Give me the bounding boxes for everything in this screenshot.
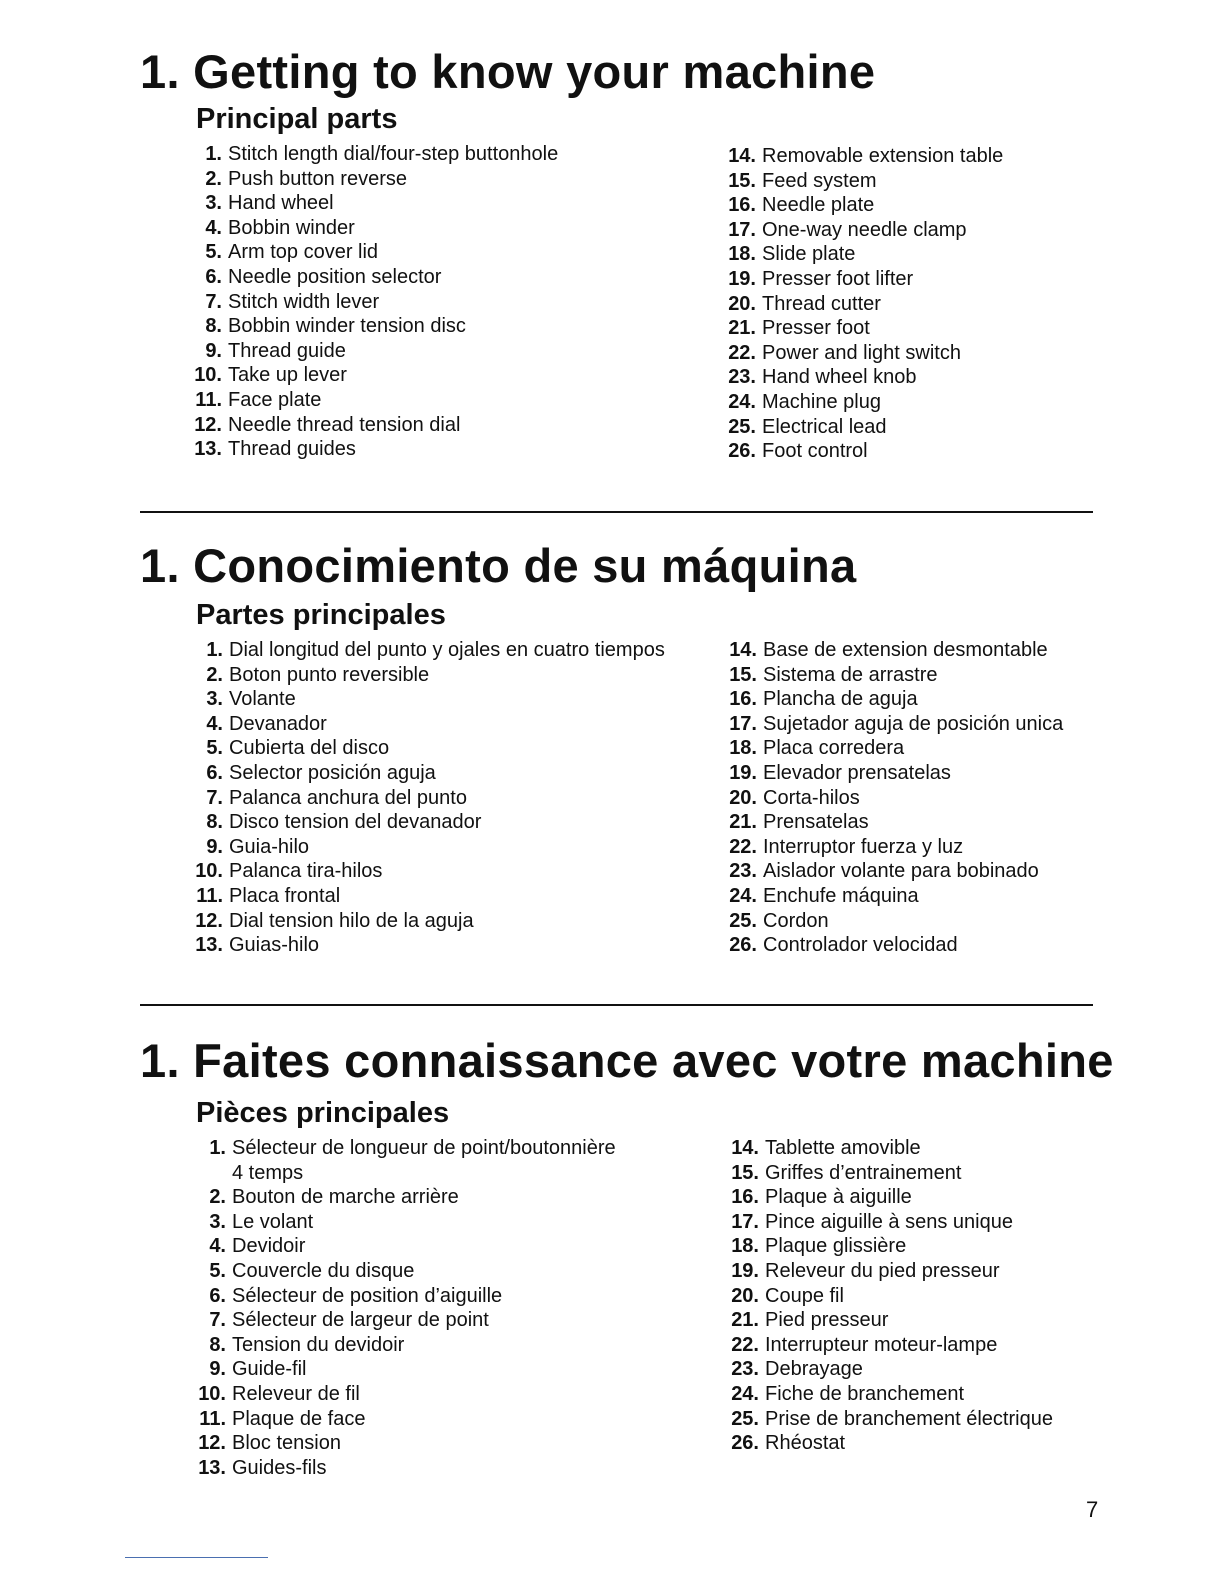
item-number: 17.	[731, 1210, 759, 1233]
item-number: 8.	[206, 811, 223, 834]
item-label: Fiche de branchement	[765, 1382, 965, 1405]
item-number: 24.	[731, 1382, 759, 1405]
item-number: 20.	[728, 292, 756, 315]
list-item	[196, 1382, 616, 1407]
list-item	[729, 1407, 1053, 1432]
item-number: 11.	[195, 388, 222, 411]
list-item	[727, 909, 1063, 934]
list-item	[726, 242, 1003, 267]
item-label: Couvercle du disque	[232, 1259, 415, 1282]
item-label: Bobbin winder	[228, 216, 355, 239]
item-number: 1.	[209, 1137, 226, 1159]
item-number: 14.	[731, 1137, 759, 1159]
item-label: Controlador velocidad	[763, 934, 958, 957]
item-number: 8.	[205, 315, 222, 338]
item-number: 16.	[731, 1186, 759, 1209]
parts-list-english-right	[726, 144, 1003, 464]
item-number: 5.	[209, 1259, 226, 1282]
item-number: 21.	[728, 317, 756, 340]
item-label: Feed system	[762, 169, 877, 192]
item-number: 17.	[729, 712, 757, 735]
list-item	[726, 415, 1003, 440]
item-number: 9.	[209, 1358, 226, 1381]
item-number: 22.	[729, 835, 757, 858]
list-item	[727, 638, 1063, 663]
item-number: 23.	[728, 366, 756, 389]
item-number: 18.	[729, 737, 757, 760]
section-title-english: 1. Getting to know your machine	[140, 45, 876, 98]
list-item	[729, 1308, 1053, 1333]
list-item	[726, 144, 1003, 169]
list-item	[192, 290, 558, 315]
list-item	[727, 687, 1063, 712]
list-item	[196, 1284, 616, 1309]
list-item	[727, 761, 1063, 786]
subtitle-spanish: Partes principales	[196, 599, 446, 631]
item-number: 24.	[728, 390, 756, 413]
item-label: Guide-fil	[232, 1358, 307, 1381]
list-item	[727, 663, 1063, 688]
item-label: Plaque glissière	[765, 1235, 907, 1258]
list-item	[729, 1161, 1053, 1186]
list-item	[193, 835, 665, 860]
item-number: 2.	[206, 663, 223, 686]
item-number: 14.	[729, 639, 757, 661]
item-number: 16.	[729, 688, 757, 711]
list-item	[729, 1284, 1053, 1309]
item-label: Rhéostat	[765, 1432, 846, 1455]
list-item	[192, 314, 558, 339]
item-label: Presser foot	[762, 317, 870, 340]
list-item	[727, 712, 1063, 737]
item-number: 4.	[205, 216, 222, 239]
list-item	[193, 761, 665, 786]
list-item	[192, 142, 558, 167]
page-number: 7	[1086, 1497, 1099, 1522]
item-label: Power and light switch	[762, 341, 961, 364]
item-label: Take up lever	[228, 364, 347, 387]
item-label: Plaque de face	[232, 1407, 366, 1430]
list-item	[196, 1407, 616, 1432]
subtitle-french: Pièces principales	[196, 1097, 450, 1129]
list-item	[196, 1431, 616, 1456]
list-item	[726, 193, 1003, 218]
list-item	[196, 1333, 616, 1358]
list-item	[726, 316, 1003, 341]
list-item	[193, 810, 665, 835]
item-label: Foot control	[762, 440, 868, 463]
item-label: Removable extension table	[762, 145, 1004, 167]
list-item	[192, 339, 558, 364]
item-number: 6.	[209, 1284, 226, 1307]
list-item	[193, 909, 665, 934]
item-label: Plancha de aguja	[763, 688, 918, 711]
item-label: Tablette amovible	[765, 1137, 921, 1159]
item-label: Placa corredera	[763, 737, 905, 760]
item-number: 13.	[195, 934, 223, 957]
list-item	[196, 1357, 616, 1382]
item-label: Guia-hilo	[229, 835, 310, 858]
item-number: 10.	[195, 860, 223, 883]
item-number: 15.	[731, 1161, 759, 1184]
item-number: 7.	[205, 290, 222, 313]
item-number: 12.	[198, 1432, 226, 1455]
item-number: 9.	[206, 835, 223, 858]
item-number: 15.	[728, 169, 756, 192]
item-number: 5.	[206, 737, 223, 760]
item-number: 4.	[206, 712, 223, 735]
item-label: Cordon	[763, 909, 829, 932]
list-item	[726, 169, 1003, 194]
item-number: 20.	[729, 786, 757, 809]
item-label: Hand wheel	[228, 192, 334, 215]
item-number: 22.	[731, 1333, 759, 1356]
item-number: 8.	[209, 1333, 226, 1356]
list-item	[726, 292, 1003, 317]
section-title-french: 1. Faites connaissance avec votre machine	[140, 1034, 1114, 1087]
item-label: Placa frontal	[229, 884, 341, 907]
item-label: Presser foot lifter	[762, 267, 914, 290]
item-label: Interruptor fuerza y luz	[763, 835, 964, 858]
item-number: 13.	[198, 1456, 226, 1479]
item-label: Guias-hilo	[229, 934, 320, 957]
item-label: Dial longitud del punto y ojales en cuatro tiempos	[229, 639, 665, 661]
item-label: Boton punto reversible	[229, 663, 430, 686]
list-item	[196, 1136, 616, 1161]
item-label: Bobbin winder tension disc	[228, 315, 466, 338]
item-label: Debrayage	[765, 1358, 863, 1381]
list-item	[196, 1234, 616, 1259]
item-label: Palanca tira-hilos	[229, 860, 383, 883]
item-label: Push button reverse	[228, 167, 407, 190]
divider	[140, 1004, 1093, 1006]
item-number: 18.	[731, 1235, 759, 1258]
list-item	[192, 240, 558, 265]
item-number: 25.	[729, 909, 757, 932]
item-label: Sélecteur de largeur de point	[232, 1309, 489, 1332]
item-label: Hand wheel knob	[762, 366, 917, 389]
item-number: 25.	[728, 415, 756, 438]
item-label: Coupe fil	[765, 1284, 844, 1307]
list-item	[727, 859, 1063, 884]
item-label: Sélecteur de longueur de point/boutonnière	[232, 1137, 616, 1159]
item-label: Sélecteur de position d’aiguille	[232, 1284, 503, 1307]
footer-line	[125, 1557, 268, 1558]
list-item	[727, 835, 1063, 860]
item-label: Selector posición aguja	[229, 761, 436, 784]
item-label: Pince aiguille à sens unique	[765, 1210, 1013, 1233]
list-item	[729, 1259, 1053, 1284]
list-item	[192, 167, 558, 192]
list-item	[192, 191, 558, 216]
list-item	[193, 884, 665, 909]
list-item	[727, 736, 1063, 761]
item-label: Devanador	[229, 712, 327, 735]
item-label: Stitch width lever	[228, 290, 380, 313]
item-number: 21.	[729, 811, 757, 834]
item-number: 26.	[728, 440, 756, 463]
item-label: Tension du devidoir	[232, 1333, 405, 1356]
list-item	[192, 413, 558, 438]
item-label: Plaque à aiguille	[765, 1186, 912, 1209]
list-item	[726, 341, 1003, 366]
item-label: Griffes d’entrainement	[765, 1161, 962, 1184]
item-label: Interrupteur moteur-lampe	[765, 1333, 998, 1356]
item-number: 25.	[731, 1407, 759, 1430]
parts-list-spanish-left	[193, 638, 665, 958]
item-label: Bloc tension	[232, 1432, 341, 1455]
item-number: 5.	[205, 241, 222, 264]
item-label: Releveur du pied presseur	[765, 1259, 1000, 1282]
item-number: 3.	[209, 1210, 226, 1233]
item-number: 26.	[731, 1432, 759, 1455]
list-item	[193, 736, 665, 761]
subtitle-english: Principal parts	[196, 103, 398, 135]
item-number: 7.	[209, 1309, 226, 1332]
item-label: Needle plate	[762, 194, 875, 217]
list-item	[192, 388, 558, 413]
item-label: Base de extension desmontable	[763, 639, 1048, 661]
item-label: Dial tension hilo de la aguja	[229, 909, 474, 932]
parts-list-french-right	[729, 1136, 1053, 1456]
item-number: 19.	[729, 761, 757, 784]
item-label: Cubierta del disco	[229, 737, 390, 760]
item-label: Releveur de fil	[232, 1382, 360, 1405]
item-label: Sujetador aguja de posición unica	[763, 712, 1064, 735]
item-number: 10.	[198, 1382, 226, 1405]
item-number: 19.	[728, 267, 756, 290]
list-item	[196, 1210, 616, 1235]
item-label: Electrical lead	[762, 415, 887, 438]
item-label: Slide plate	[762, 243, 856, 266]
item-number: 3.	[205, 192, 222, 215]
item-label: Arm top cover lid	[228, 241, 379, 264]
item-number: 11.	[196, 884, 223, 907]
item-number: 6.	[206, 761, 223, 784]
item-number: 14.	[728, 145, 756, 167]
item-label: Machine plug	[762, 390, 881, 413]
list-item	[727, 933, 1063, 958]
item-number: 19.	[731, 1259, 759, 1282]
item-number: 26.	[729, 934, 757, 957]
list-item	[726, 439, 1003, 464]
list-item	[193, 786, 665, 811]
item-number: 21.	[731, 1309, 759, 1332]
list-item	[193, 712, 665, 737]
item-label: Guides-fils	[232, 1456, 327, 1479]
list-item	[196, 1185, 616, 1210]
list-item	[729, 1136, 1053, 1161]
item-number: 3.	[206, 688, 223, 711]
item-label: Devidoir	[232, 1235, 306, 1258]
list-item	[729, 1431, 1053, 1456]
item-label: Thread cutter	[762, 292, 881, 315]
list-item	[729, 1210, 1053, 1235]
item-number: 16.	[728, 194, 756, 217]
item-number: 18.	[728, 243, 756, 266]
item-number: 7.	[206, 786, 223, 809]
list-item	[193, 687, 665, 712]
list-item	[729, 1333, 1053, 1358]
list-item	[726, 365, 1003, 390]
list-item	[192, 363, 558, 388]
list-item	[727, 810, 1063, 835]
list-item	[727, 884, 1063, 909]
list-item	[196, 1456, 616, 1481]
item-label: Aislador volante para bobinado	[763, 860, 1039, 883]
item-label: Corta-hilos	[763, 786, 860, 809]
item-label: Pied presseur	[765, 1309, 889, 1332]
item-number: 23.	[729, 860, 757, 883]
item-number: 2.	[205, 167, 222, 190]
parts-list-spanish-right	[727, 638, 1063, 958]
list-item	[192, 437, 558, 462]
item-label: Prise de branchement électrique	[765, 1407, 1053, 1430]
item-label: Elevador prensatelas	[763, 761, 951, 784]
item-number: 11.	[199, 1407, 226, 1430]
item-label: Thread guides	[228, 438, 356, 461]
item-label: Le volant	[232, 1210, 314, 1233]
item-number: 6.	[205, 265, 222, 288]
parts-list-english-left	[192, 142, 558, 462]
item-number: 23.	[731, 1358, 759, 1381]
item-number: 24.	[729, 884, 757, 907]
section-title-spanish: 1. Conocimiento de su máquina	[140, 539, 857, 592]
list-item	[729, 1382, 1053, 1407]
list-item	[196, 1161, 616, 1186]
item-label: One-way needle clamp	[762, 218, 967, 241]
list-item	[729, 1234, 1053, 1259]
item-label: Bouton de marche arrière	[232, 1186, 459, 1209]
item-number: 13.	[194, 438, 222, 461]
item-label: Needle position selector	[228, 265, 442, 288]
list-item	[726, 390, 1003, 415]
item-label: Enchufe máquina	[763, 884, 919, 907]
item-number: 1.	[206, 639, 223, 661]
item-number: 12.	[195, 909, 223, 932]
item-label: Volante	[229, 688, 296, 711]
list-item	[193, 663, 665, 688]
item-label: Stitch length dial/four-step buttonhole	[228, 143, 559, 165]
item-number: 10.	[194, 364, 222, 387]
list-item	[193, 933, 665, 958]
list-item	[727, 786, 1063, 811]
item-number: 17.	[728, 218, 756, 241]
item-label: Thread guide	[228, 339, 346, 362]
item-number: 20.	[731, 1284, 759, 1307]
item-label: 4 temps	[232, 1161, 304, 1184]
list-item	[192, 265, 558, 290]
item-label: Disco tension del devanador	[229, 811, 482, 834]
list-item	[196, 1308, 616, 1333]
list-item	[726, 267, 1003, 292]
item-number: 4.	[209, 1235, 226, 1258]
list-item	[726, 218, 1003, 243]
list-item	[729, 1357, 1053, 1382]
item-number: 12.	[194, 413, 222, 436]
item-label: Face plate	[228, 388, 322, 411]
list-item	[729, 1185, 1053, 1210]
list-item	[196, 1259, 616, 1284]
parts-list-french-left	[196, 1136, 616, 1480]
list-item	[193, 638, 665, 663]
list-item	[192, 216, 558, 241]
item-number: 1.	[205, 143, 222, 165]
item-label: Needle thread tension dial	[228, 413, 461, 436]
item-label: Sistema de arrastre	[763, 663, 938, 686]
list-item	[193, 859, 665, 884]
item-number: 15.	[729, 663, 757, 686]
item-label: Prensatelas	[763, 811, 869, 834]
item-number: 2.	[209, 1186, 226, 1209]
item-number: 9.	[205, 339, 222, 362]
divider	[140, 511, 1093, 513]
item-label: Palanca anchura del punto	[229, 786, 467, 809]
item-number: 22.	[728, 341, 756, 364]
